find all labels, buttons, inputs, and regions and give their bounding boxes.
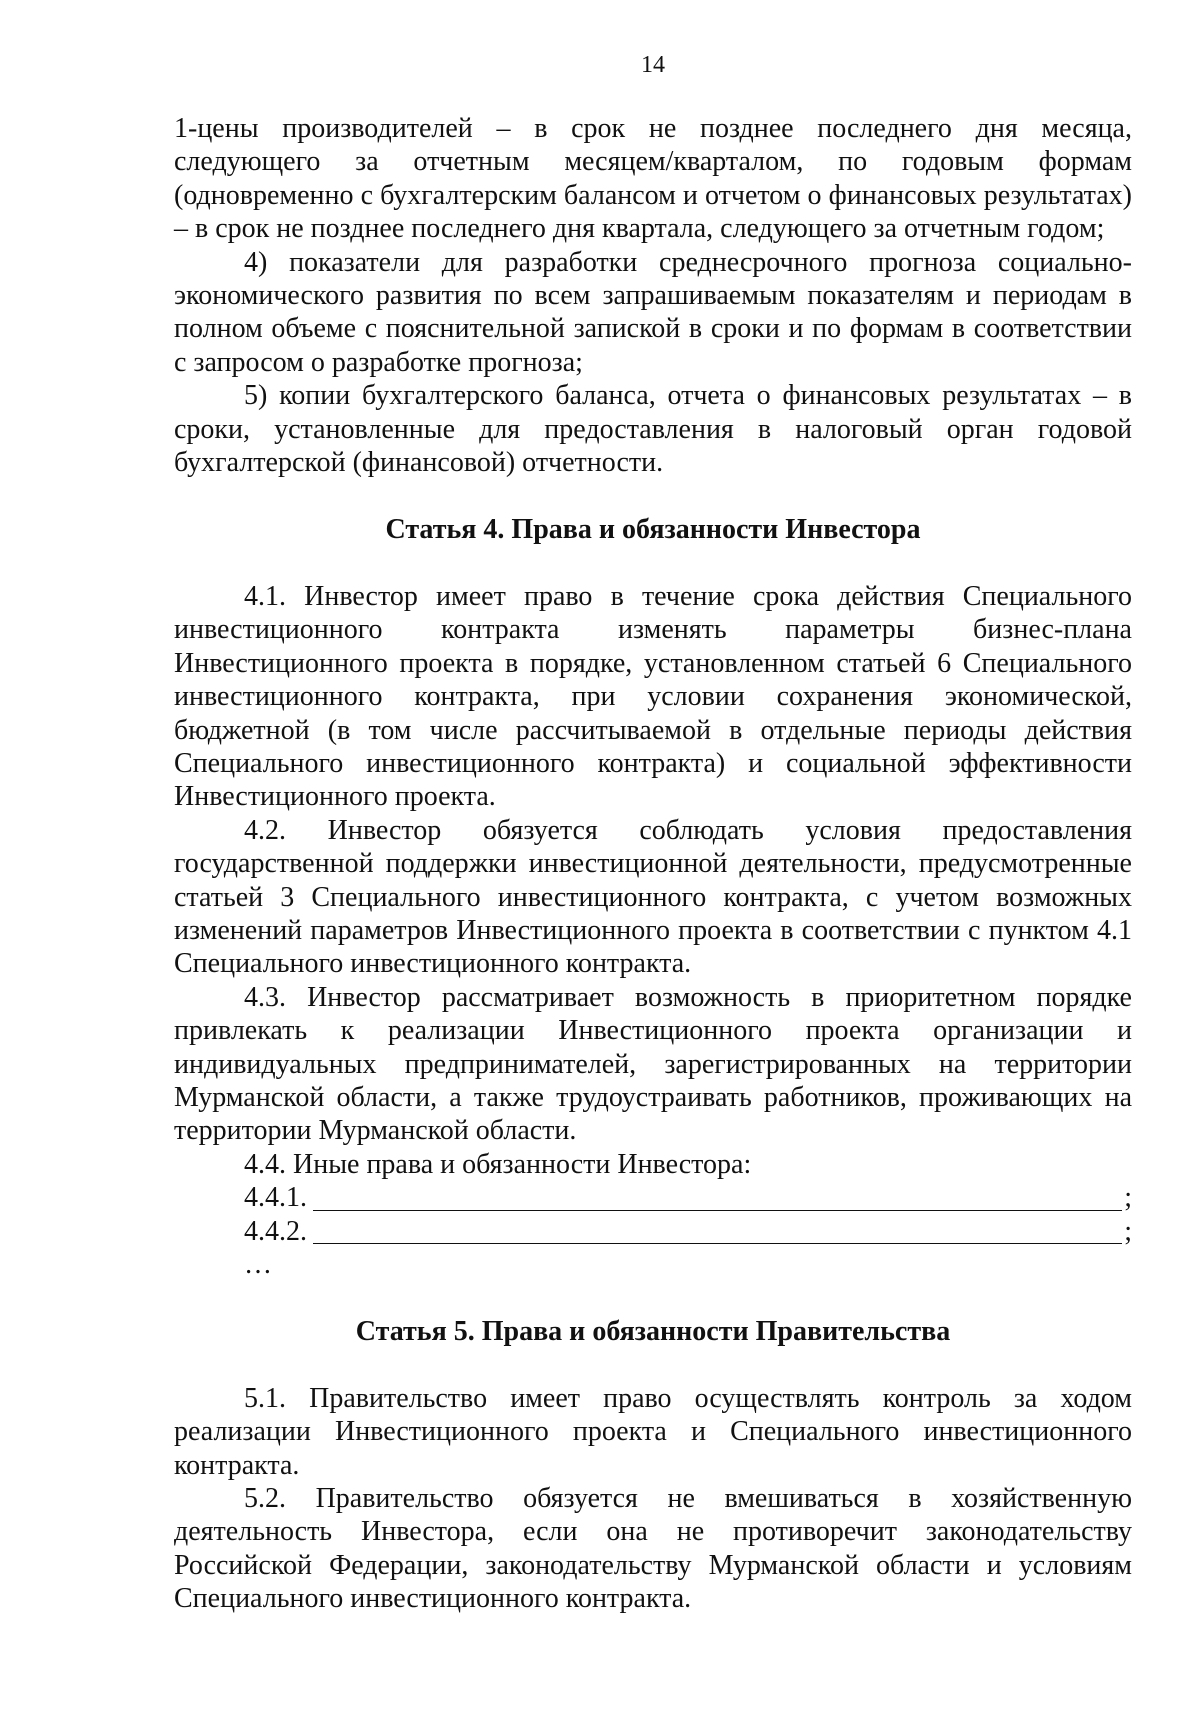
intro-paragraph-balance: 5) копии бухгалтерского баланса, отчета о финансовых результатах – в сроки, установленные для предоставления в налоговый орган годовой бухгалтерской (финансовой) отчетности. [174, 380, 1132, 479]
article5-paragraph-5-1: 5.1. Правительство имеет право осуществлять контроль за ходом реализации Инвестиционного проекта и Специального инвестиционного контракта. [174, 1382, 1132, 1481]
blank-item-label: 4.4.2. [244, 1215, 307, 1247]
blank-item-end: ; [1124, 1215, 1132, 1247]
blank-item-end: ; [1124, 1182, 1132, 1214]
intro-paragraph-prices: 1-цены производителей – в срок не позднее последнего дня месяца, следующего за отчетным месяцем/кварталом, по годовым формам (одновременно с бухгалтерским балансом и отчетом о финансовых результатах) – в срок не позднее последнего дня квартала, следующего за отчетным годом; [174, 113, 1132, 245]
blank-item-label: 4.4.1. [244, 1182, 307, 1214]
article5-heading: Статья 5. Права и обязанности Правительства [355, 1316, 951, 1348]
page-number: 14 [641, 52, 665, 78]
blank-item-4-4-1 [174, 1181, 1132, 1214]
document-page [174, 50, 1132, 1616]
article4-heading: Статья 4. Права и обязанности Инвестора [385, 514, 921, 546]
article4-paragraph-4-1: 4.1. Инвестор имеет право в течение срока действия Специального инвестиционного контракта изменять параметры бизнес-плана Инвестиционного проекта в порядке, установленном статьей 6 Специального инвестиционного контракта, при условии сохранения экономической, бюджетной (в том числе рассчитываемой в отдельные периоды действия Специального инвестиционного контракта) и социальной эффективности Инвестиционного проекта. [174, 580, 1132, 813]
blank-item-4-4-2 [174, 1215, 1132, 1248]
article4-paragraph-4-3: 4.3. Инвестор рассматривает возможность в приоритетном порядке привлекать к реализации Инвестиционного проекта организации и индивидуальных предпринимателей, зарегистрированных на территории Мурманской области, а также трудоустраивать работников, проживающих на территории Мурманской области. [174, 981, 1132, 1147]
fill-in-line [313, 1186, 1122, 1211]
fill-in-line [313, 1219, 1122, 1244]
article4-paragraph-4-2: 4.2. Инвестор обязуется соблюдать условия предоставления государственной поддержки инвестиционной деятельности, предусмотренные статьей 3 Специального инвестиционного контракта, с учетом возможных изменений параметров Инвестиционного проекта в соответствии с пунктом 4.1 Специального инвестиционного контракта. [174, 814, 1132, 980]
intro-paragraph-forecast: 4) показатели для разработки среднесрочного прогноза социально-экономического развития по всем запрашиваемым показателям и периодам в полном объеме с пояснительной запиской в сроки и по формам в соответствии с запросом о разработке прогноза; [174, 246, 1132, 378]
article4-paragraph-4-4: 4.4. Иные права и обязанности Инвестора: [244, 1148, 752, 1180]
article5-paragraph-5-2: 5.2. Правительство обязуется не вмешиваться в хозяйственную деятельность Инвестора, если она не противоречит законодательству Российской Федерации, законодательству Мурманской области и условиям Специального инвестиционного контракта. [174, 1483, 1132, 1615]
ellipsis: … [244, 1249, 272, 1280]
